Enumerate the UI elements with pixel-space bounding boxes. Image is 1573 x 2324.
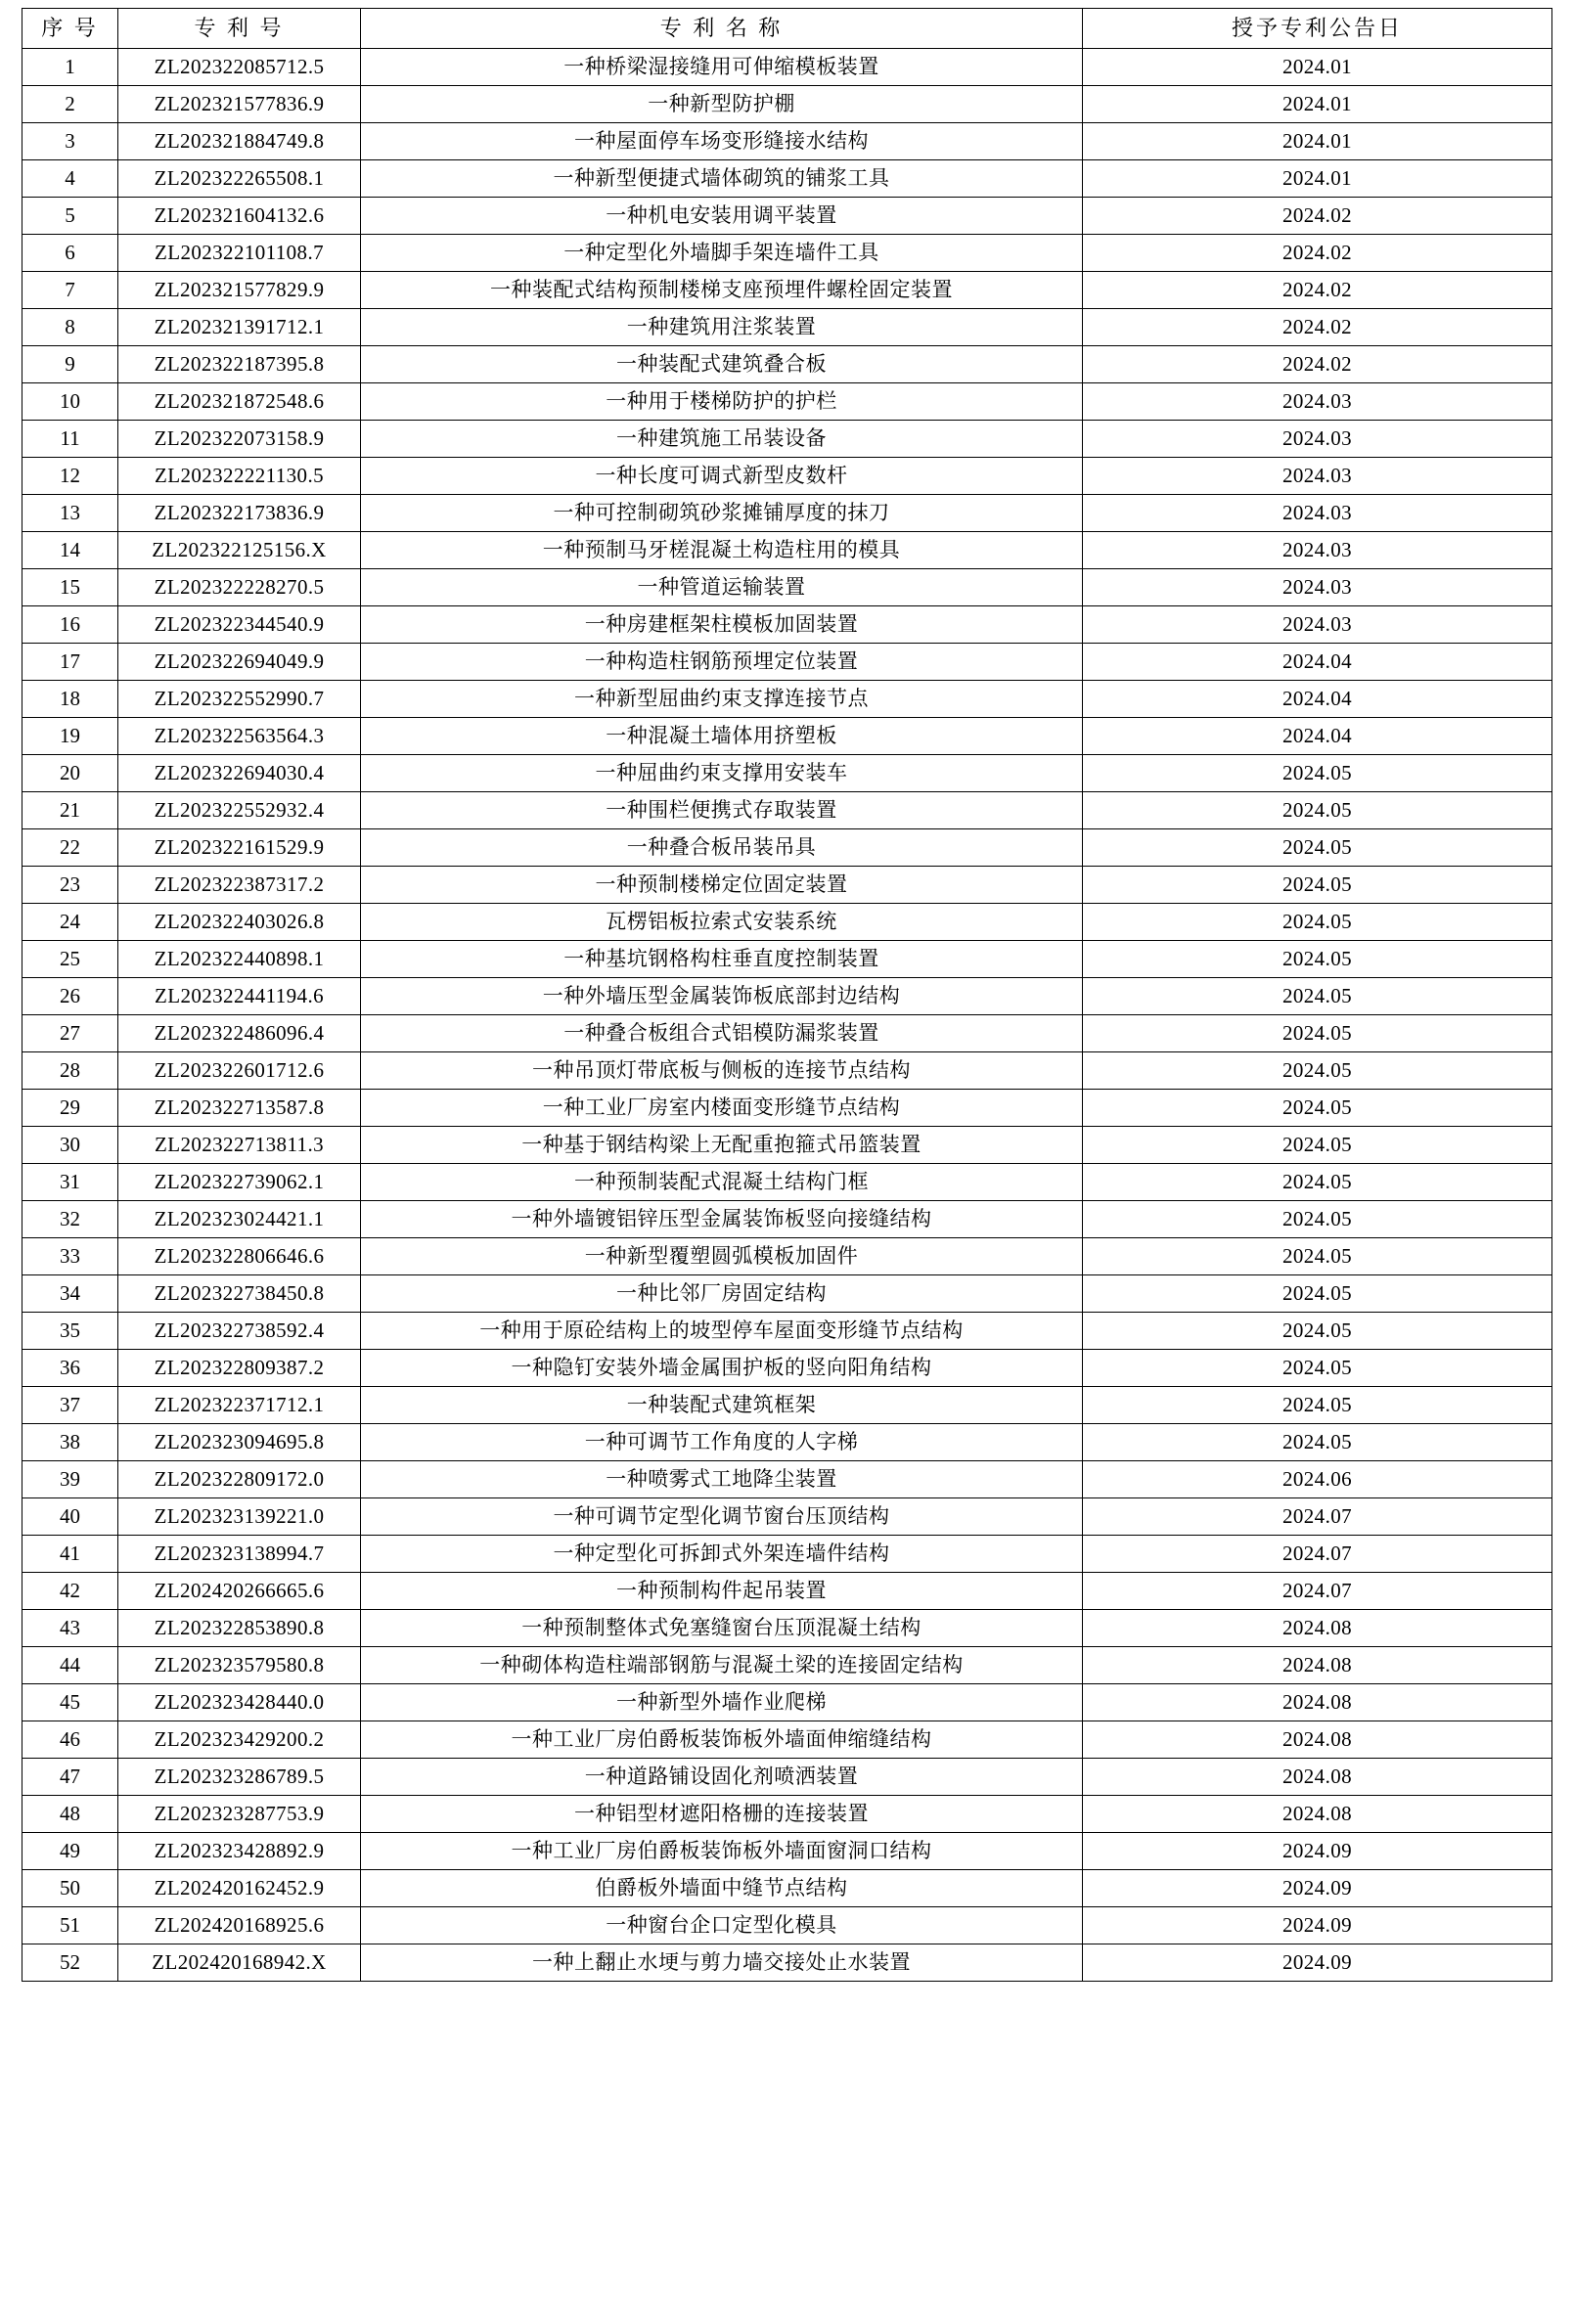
row-grant-date: 2024.02 xyxy=(1083,235,1552,272)
row-patent-number: ZL202323286789.5 xyxy=(118,1759,361,1796)
row-patent-number: ZL202323579580.8 xyxy=(118,1647,361,1684)
row-grant-date: 2024.05 xyxy=(1083,1313,1552,1350)
row-patent-name: 一种基坑钢格构柱垂直度控制装置 xyxy=(361,941,1083,978)
row-index: 19 xyxy=(22,718,118,755)
row-index: 44 xyxy=(22,1647,118,1684)
row-patent-name: 一种长度可调式新型皮数杆 xyxy=(361,458,1083,495)
row-index: 27 xyxy=(22,1015,118,1052)
row-patent-number: ZL202322228270.5 xyxy=(118,569,361,606)
table-row xyxy=(22,235,1552,272)
row-patent-number: ZL202322073158.9 xyxy=(118,421,361,458)
row-index: 13 xyxy=(22,495,118,532)
row-index: 39 xyxy=(22,1461,118,1498)
row-patent-name: 一种隐钉安装外墙金属围护板的竖向阳角结构 xyxy=(361,1350,1083,1387)
row-patent-name: 一种用于楼梯防护的护栏 xyxy=(361,383,1083,421)
row-patent-name: 一种新型屈曲约束支撑连接节点 xyxy=(361,681,1083,718)
row-patent-name: 一种工业厂房伯爵板装饰板外墙面窗洞口结构 xyxy=(361,1833,1083,1870)
row-grant-date: 2024.05 xyxy=(1083,755,1552,792)
table-row xyxy=(22,1610,1552,1647)
table-row xyxy=(22,86,1552,123)
row-grant-date: 2024.01 xyxy=(1083,123,1552,160)
row-grant-date: 2024.02 xyxy=(1083,198,1552,235)
table-row xyxy=(22,495,1552,532)
row-patent-name: 一种管道运输装置 xyxy=(361,569,1083,606)
row-patent-name: 一种基于钢结构梁上无配重抱箍式吊篮装置 xyxy=(361,1127,1083,1164)
row-patent-name: 一种用于原砼结构上的坡型停车屋面变形缝节点结构 xyxy=(361,1313,1083,1350)
row-patent-number: ZL202322173836.9 xyxy=(118,495,361,532)
row-grant-date: 2024.07 xyxy=(1083,1573,1552,1610)
table-row xyxy=(22,49,1552,86)
table-body xyxy=(22,49,1552,1982)
row-index: 20 xyxy=(22,755,118,792)
row-patent-number: ZL202322713811.3 xyxy=(118,1127,361,1164)
table-row xyxy=(22,1536,1552,1573)
row-patent-name: 一种喷雾式工地降尘装置 xyxy=(361,1461,1083,1498)
row-patent-name: 一种装配式建筑叠合板 xyxy=(361,346,1083,383)
row-index: 17 xyxy=(22,644,118,681)
table-row xyxy=(22,198,1552,235)
table-row xyxy=(22,718,1552,755)
row-patent-number: ZL202322552932.4 xyxy=(118,792,361,829)
row-index: 50 xyxy=(22,1870,118,1907)
row-patent-number: ZL202322344540.9 xyxy=(118,606,361,644)
row-patent-number: ZL202322486096.4 xyxy=(118,1015,361,1052)
row-grant-date: 2024.09 xyxy=(1083,1833,1552,1870)
row-patent-number: ZL202322387317.2 xyxy=(118,867,361,904)
row-grant-date: 2024.05 xyxy=(1083,1201,1552,1238)
row-patent-number: ZL202322552990.7 xyxy=(118,681,361,718)
row-index: 5 xyxy=(22,198,118,235)
row-index: 25 xyxy=(22,941,118,978)
row-grant-date: 2024.05 xyxy=(1083,1275,1552,1313)
row-patent-number: ZL202420266665.6 xyxy=(118,1573,361,1610)
row-patent-name: 一种可控制砌筑砂浆摊铺厚度的抹刀 xyxy=(361,495,1083,532)
column-header-patent-number: 专 利 号 xyxy=(118,9,361,49)
row-grant-date: 2024.09 xyxy=(1083,1944,1552,1982)
row-patent-name: 一种机电安装用调平装置 xyxy=(361,198,1083,235)
table-row xyxy=(22,1127,1552,1164)
row-grant-date: 2024.05 xyxy=(1083,1164,1552,1201)
row-patent-number: ZL202322713587.8 xyxy=(118,1090,361,1127)
row-patent-number: ZL202322806646.6 xyxy=(118,1238,361,1275)
row-patent-name: 一种混凝土墙体用挤塑板 xyxy=(361,718,1083,755)
row-grant-date: 2024.05 xyxy=(1083,1238,1552,1275)
row-grant-date: 2024.04 xyxy=(1083,681,1552,718)
row-patent-name: 伯爵板外墙面中缝节点结构 xyxy=(361,1870,1083,1907)
row-index: 24 xyxy=(22,904,118,941)
row-grant-date: 2024.05 xyxy=(1083,1127,1552,1164)
row-grant-date: 2024.05 xyxy=(1083,829,1552,867)
row-index: 35 xyxy=(22,1313,118,1350)
row-patent-name: 一种道路铺设固化剂喷洒装置 xyxy=(361,1759,1083,1796)
table-row xyxy=(22,123,1552,160)
table-row xyxy=(22,1052,1552,1090)
row-patent-number: ZL202321391712.1 xyxy=(118,309,361,346)
row-grant-date: 2024.08 xyxy=(1083,1647,1552,1684)
row-index: 33 xyxy=(22,1238,118,1275)
row-patent-number: ZL202323429200.2 xyxy=(118,1721,361,1759)
row-index: 1 xyxy=(22,49,118,86)
row-index: 16 xyxy=(22,606,118,644)
row-patent-number: ZL202322441194.6 xyxy=(118,978,361,1015)
row-patent-number: ZL202323428892.9 xyxy=(118,1833,361,1870)
table-row xyxy=(22,755,1552,792)
row-index: 12 xyxy=(22,458,118,495)
row-patent-number: ZL202322738592.4 xyxy=(118,1313,361,1350)
row-index: 46 xyxy=(22,1721,118,1759)
row-index: 43 xyxy=(22,1610,118,1647)
row-patent-name: 一种外墙压型金属装饰板底部封边结构 xyxy=(361,978,1083,1015)
row-patent-number: ZL202420162452.9 xyxy=(118,1870,361,1907)
row-patent-number: ZL202323094695.8 xyxy=(118,1424,361,1461)
row-patent-number: ZL202322694049.9 xyxy=(118,644,361,681)
row-grant-date: 2024.05 xyxy=(1083,1350,1552,1387)
row-grant-date: 2024.05 xyxy=(1083,1424,1552,1461)
row-patent-number: ZL202321604132.6 xyxy=(118,198,361,235)
row-index: 7 xyxy=(22,272,118,309)
row-grant-date: 2024.07 xyxy=(1083,1498,1552,1536)
row-index: 40 xyxy=(22,1498,118,1536)
table-row xyxy=(22,829,1552,867)
table-row xyxy=(22,569,1552,606)
row-patent-number: ZL202322221130.5 xyxy=(118,458,361,495)
column-header-grant-date: 授予专利公告日 xyxy=(1083,9,1552,49)
row-patent-name: 一种吊顶灯带底板与侧板的连接节点结构 xyxy=(361,1052,1083,1090)
row-patent-name: 一种可调节工作角度的人字梯 xyxy=(361,1424,1083,1461)
row-grant-date: 2024.08 xyxy=(1083,1684,1552,1721)
row-index: 8 xyxy=(22,309,118,346)
row-grant-date: 2024.07 xyxy=(1083,1536,1552,1573)
row-grant-date: 2024.05 xyxy=(1083,904,1552,941)
row-index: 26 xyxy=(22,978,118,1015)
row-index: 11 xyxy=(22,421,118,458)
row-patent-name: 一种定型化可拆卸式外架连墙件结构 xyxy=(361,1536,1083,1573)
table-row xyxy=(22,1313,1552,1350)
row-patent-number: ZL202322809172.0 xyxy=(118,1461,361,1498)
row-grant-date: 2024.06 xyxy=(1083,1461,1552,1498)
row-index: 48 xyxy=(22,1796,118,1833)
row-grant-date: 2024.04 xyxy=(1083,644,1552,681)
row-patent-number: ZL202322101108.7 xyxy=(118,235,361,272)
row-patent-number: ZL202322403026.8 xyxy=(118,904,361,941)
row-patent-number: ZL202323428440.0 xyxy=(118,1684,361,1721)
table-row xyxy=(22,309,1552,346)
row-patent-name: 一种预制整体式免塞缝窗台压顶混凝土结构 xyxy=(361,1610,1083,1647)
row-grant-date: 2024.05 xyxy=(1083,1090,1552,1127)
table-row xyxy=(22,644,1552,681)
table-row xyxy=(22,272,1552,309)
row-grant-date: 2024.09 xyxy=(1083,1870,1552,1907)
row-grant-date: 2024.08 xyxy=(1083,1759,1552,1796)
row-index: 45 xyxy=(22,1684,118,1721)
row-grant-date: 2024.03 xyxy=(1083,606,1552,644)
row-index: 31 xyxy=(22,1164,118,1201)
table-row xyxy=(22,1350,1552,1387)
row-index: 14 xyxy=(22,532,118,569)
row-grant-date: 2024.02 xyxy=(1083,272,1552,309)
row-patent-name: 一种屈曲约束支撑用安装车 xyxy=(361,755,1083,792)
row-patent-number: ZL202323139221.0 xyxy=(118,1498,361,1536)
table-row xyxy=(22,1684,1552,1721)
table-row xyxy=(22,346,1552,383)
table-row xyxy=(22,904,1552,941)
table-row xyxy=(22,792,1552,829)
row-index: 22 xyxy=(22,829,118,867)
row-grant-date: 2024.03 xyxy=(1083,458,1552,495)
row-index: 51 xyxy=(22,1907,118,1944)
row-patent-name: 一种预制装配式混凝土结构门框 xyxy=(361,1164,1083,1201)
table-row xyxy=(22,1424,1552,1461)
row-patent-number: ZL202322601712.6 xyxy=(118,1052,361,1090)
row-patent-number: ZL202322738450.8 xyxy=(118,1275,361,1313)
row-patent-number: ZL202321577829.9 xyxy=(118,272,361,309)
table-row xyxy=(22,1870,1552,1907)
table-row xyxy=(22,1275,1552,1313)
row-patent-name: 一种预制构件起吊装置 xyxy=(361,1573,1083,1610)
row-grant-date: 2024.05 xyxy=(1083,1015,1552,1052)
table-row xyxy=(22,1238,1552,1275)
row-patent-name: 一种房建框架柱模板加固装置 xyxy=(361,606,1083,644)
row-patent-name: 一种预制马牙槎混凝土构造柱用的模具 xyxy=(361,532,1083,569)
row-patent-number: ZL202322085712.5 xyxy=(118,49,361,86)
row-patent-number: ZL202322853890.8 xyxy=(118,1610,361,1647)
row-patent-name: 一种桥梁湿接缝用可伸缩模板装置 xyxy=(361,49,1083,86)
row-patent-number: ZL202322125156.X xyxy=(118,532,361,569)
table-header-row xyxy=(22,9,1552,49)
row-patent-number: ZL202321872548.6 xyxy=(118,383,361,421)
table-row xyxy=(22,1833,1552,1870)
row-patent-number: ZL202321577836.9 xyxy=(118,86,361,123)
row-patent-name: 一种铝型材遮阳格栅的连接装置 xyxy=(361,1796,1083,1833)
row-patent-number: ZL202322563564.3 xyxy=(118,718,361,755)
row-patent-name: 一种装配式建筑框架 xyxy=(361,1387,1083,1424)
row-patent-number: ZL202322265508.1 xyxy=(118,160,361,198)
row-patent-number: ZL202323287753.9 xyxy=(118,1796,361,1833)
row-index: 6 xyxy=(22,235,118,272)
row-grant-date: 2024.02 xyxy=(1083,309,1552,346)
table-row xyxy=(22,383,1552,421)
row-grant-date: 2024.01 xyxy=(1083,86,1552,123)
row-patent-name: 瓦楞铝板拉索式安装系统 xyxy=(361,904,1083,941)
row-index: 15 xyxy=(22,569,118,606)
row-grant-date: 2024.05 xyxy=(1083,867,1552,904)
row-index: 52 xyxy=(22,1944,118,1982)
row-index: 36 xyxy=(22,1350,118,1387)
table-row xyxy=(22,606,1552,644)
row-patent-name: 一种预制楼梯定位固定装置 xyxy=(361,867,1083,904)
row-patent-name: 一种可调节定型化调节窗台压顶结构 xyxy=(361,1498,1083,1536)
row-index: 28 xyxy=(22,1052,118,1090)
table-row xyxy=(22,1573,1552,1610)
row-grant-date: 2024.01 xyxy=(1083,160,1552,198)
table-row xyxy=(22,978,1552,1015)
row-patent-name: 一种外墙镀铝锌压型金属装饰板竖向接缝结构 xyxy=(361,1201,1083,1238)
column-header-patent-name: 专 利 名 称 xyxy=(361,9,1083,49)
table-row xyxy=(22,532,1552,569)
table-row xyxy=(22,941,1552,978)
table-row xyxy=(22,1015,1552,1052)
row-patent-name: 一种构造柱钢筋预埋定位装置 xyxy=(361,644,1083,681)
row-patent-number: ZL202322187395.8 xyxy=(118,346,361,383)
row-index: 34 xyxy=(22,1275,118,1313)
row-grant-date: 2024.03 xyxy=(1083,383,1552,421)
table-row xyxy=(22,1796,1552,1833)
row-index: 23 xyxy=(22,867,118,904)
row-grant-date: 2024.03 xyxy=(1083,495,1552,532)
row-index: 29 xyxy=(22,1090,118,1127)
patent-list-table xyxy=(22,8,1552,1982)
table-row xyxy=(22,1461,1552,1498)
row-grant-date: 2024.01 xyxy=(1083,49,1552,86)
row-index: 30 xyxy=(22,1127,118,1164)
table-row xyxy=(22,458,1552,495)
row-index: 38 xyxy=(22,1424,118,1461)
table-row xyxy=(22,1721,1552,1759)
row-index: 42 xyxy=(22,1573,118,1610)
row-grant-date: 2024.09 xyxy=(1083,1907,1552,1944)
row-index: 18 xyxy=(22,681,118,718)
row-grant-date: 2024.08 xyxy=(1083,1796,1552,1833)
row-patent-name: 一种上翻止水埂与剪力墙交接处止水装置 xyxy=(361,1944,1083,1982)
table-row xyxy=(22,160,1552,198)
row-patent-number: ZL202322371712.1 xyxy=(118,1387,361,1424)
row-grant-date: 2024.05 xyxy=(1083,1052,1552,1090)
row-patent-name: 一种新型便捷式墙体砌筑的铺浆工具 xyxy=(361,160,1083,198)
row-patent-name: 一种围栏便携式存取装置 xyxy=(361,792,1083,829)
row-index: 49 xyxy=(22,1833,118,1870)
column-header-index: 序 号 xyxy=(22,9,118,49)
table-row xyxy=(22,681,1552,718)
row-grant-date: 2024.03 xyxy=(1083,569,1552,606)
table-row xyxy=(22,1164,1552,1201)
row-grant-date: 2024.05 xyxy=(1083,978,1552,1015)
table-row xyxy=(22,1387,1552,1424)
row-grant-date: 2024.04 xyxy=(1083,718,1552,755)
row-index: 3 xyxy=(22,123,118,160)
row-grant-date: 2024.03 xyxy=(1083,421,1552,458)
row-grant-date: 2024.05 xyxy=(1083,792,1552,829)
table-row xyxy=(22,1201,1552,1238)
row-index: 4 xyxy=(22,160,118,198)
row-grant-date: 2024.05 xyxy=(1083,1387,1552,1424)
row-patent-number: ZL202323138994.7 xyxy=(118,1536,361,1573)
table-row xyxy=(22,1907,1552,1944)
table-row xyxy=(22,1647,1552,1684)
row-grant-date: 2024.05 xyxy=(1083,941,1552,978)
row-patent-name: 一种建筑用注浆装置 xyxy=(361,309,1083,346)
row-patent-number: ZL202322161529.9 xyxy=(118,829,361,867)
row-index: 9 xyxy=(22,346,118,383)
row-patent-name: 一种建筑施工吊装设备 xyxy=(361,421,1083,458)
row-grant-date: 2024.03 xyxy=(1083,532,1552,569)
row-patent-number: ZL202322739062.1 xyxy=(118,1164,361,1201)
table-row xyxy=(22,421,1552,458)
row-patent-number: ZL202323024421.1 xyxy=(118,1201,361,1238)
row-index: 21 xyxy=(22,792,118,829)
row-grant-date: 2024.08 xyxy=(1083,1721,1552,1759)
table-row xyxy=(22,1944,1552,1982)
row-index: 37 xyxy=(22,1387,118,1424)
row-patent-name: 一种叠合板吊装吊具 xyxy=(361,829,1083,867)
row-patent-name: 一种新型覆塑圆弧模板加固件 xyxy=(361,1238,1083,1275)
row-patent-name: 一种比邻厂房固定结构 xyxy=(361,1275,1083,1313)
row-grant-date: 2024.08 xyxy=(1083,1610,1552,1647)
row-patent-number: ZL202321884749.8 xyxy=(118,123,361,160)
row-patent-name: 一种新型外墙作业爬梯 xyxy=(361,1684,1083,1721)
row-index: 47 xyxy=(22,1759,118,1796)
row-grant-date: 2024.02 xyxy=(1083,346,1552,383)
row-patent-name: 一种工业厂房室内楼面变形缝节点结构 xyxy=(361,1090,1083,1127)
table-row xyxy=(22,1090,1552,1127)
table-row xyxy=(22,867,1552,904)
row-patent-number: ZL202420168925.6 xyxy=(118,1907,361,1944)
row-patent-name: 一种工业厂房伯爵板装饰板外墙面伸缩缝结构 xyxy=(361,1721,1083,1759)
row-patent-name: 一种窗台企口定型化模具 xyxy=(361,1907,1083,1944)
row-patent-name: 一种砌体构造柱端部钢筋与混凝土梁的连接固定结构 xyxy=(361,1647,1083,1684)
row-patent-name: 一种定型化外墙脚手架连墙件工具 xyxy=(361,235,1083,272)
row-index: 32 xyxy=(22,1201,118,1238)
table-row xyxy=(22,1498,1552,1536)
row-patent-number: ZL202420168942.X xyxy=(118,1944,361,1982)
row-patent-name: 一种叠合板组合式铝模防漏浆装置 xyxy=(361,1015,1083,1052)
row-patent-name: 一种装配式结构预制楼梯支座预埋件螺栓固定装置 xyxy=(361,272,1083,309)
table-row xyxy=(22,1759,1552,1796)
row-patent-number: ZL202322694030.4 xyxy=(118,755,361,792)
row-index: 41 xyxy=(22,1536,118,1573)
row-patent-name: 一种屋面停车场变形缝接水结构 xyxy=(361,123,1083,160)
row-patent-number: ZL202322440898.1 xyxy=(118,941,361,978)
row-index: 2 xyxy=(22,86,118,123)
row-patent-number: ZL202322809387.2 xyxy=(118,1350,361,1387)
row-patent-name: 一种新型防护棚 xyxy=(361,86,1083,123)
row-index: 10 xyxy=(22,383,118,421)
